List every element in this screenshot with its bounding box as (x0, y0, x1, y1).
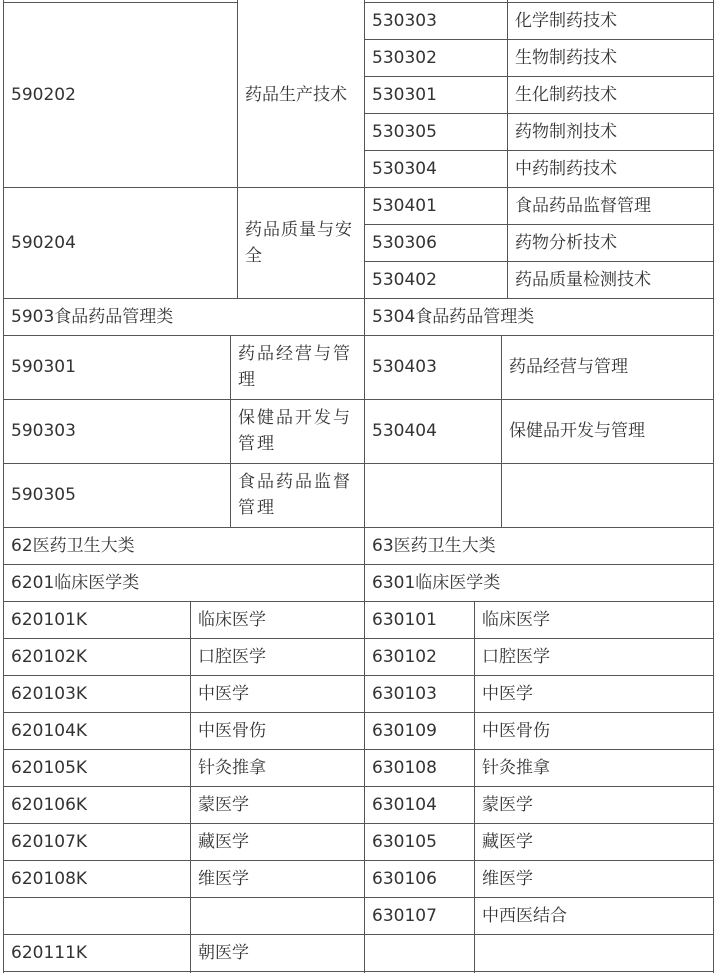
left-major-code (3, 934, 190, 971)
right-major-name (507, 76, 713, 113)
right-category-header-text: 5304食品药品管理类 (372, 306, 535, 327)
left-category-header (3, 527, 364, 564)
right-major-name-text: 藏医学 (482, 831, 533, 852)
right-major-code (364, 187, 507, 224)
right-major-code (364, 601, 474, 638)
table-rule (3, 860, 714, 861)
table-rule (3, 0, 4, 973)
table-rule (3, 527, 714, 528)
left-major-code-text: 590202 (11, 84, 76, 105)
right-major-name (474, 749, 713, 786)
left-major-code (3, 675, 190, 712)
left-category-header-text: 62医药卫生大类 (11, 535, 135, 556)
right-major-code (364, 638, 474, 675)
right-major-name-text: 口腔医学 (482, 646, 550, 667)
right-major-name-text: 化学制药技术 (515, 10, 617, 31)
right-major-code-text: 530404 (372, 421, 437, 441)
right-subcategory-header (364, 564, 713, 601)
left-major-code-text: 620101K (11, 609, 88, 630)
left-major-code (3, 399, 230, 463)
table-rule (3, 298, 714, 299)
left-major-name-text: 针灸推拿 (198, 757, 266, 778)
right-major-name-text: 针灸推拿 (482, 757, 550, 778)
table-rule (364, 261, 714, 262)
left-major-code (3, 786, 190, 823)
right-major-code-text: 630105 (372, 831, 437, 852)
left-major-code (3, 2, 237, 187)
right-major-name-text: 生化制药技术 (515, 84, 617, 105)
right-major-code (364, 860, 474, 897)
left-major-name (190, 675, 364, 712)
table-rule (364, 2, 714, 3)
left-major-name (190, 638, 364, 675)
right-major-name (474, 934, 713, 971)
left-major-code-text: 620102K (11, 646, 88, 667)
table-rule (3, 786, 714, 787)
right-major-code (364, 786, 474, 823)
right-major-name-text: 药物制剂技术 (515, 121, 617, 142)
right-major-code-text: 530304 (372, 158, 437, 179)
right-major-name (501, 335, 713, 399)
right-major-code-text: 630102 (372, 646, 437, 667)
left-major-name-text: 药品经营与管理 (238, 344, 352, 390)
table-rule (501, 335, 502, 528)
table-rule (3, 897, 714, 898)
left-major-code (3, 638, 190, 675)
table-rule (3, 971, 714, 972)
left-major-code-text: 590301 (11, 357, 76, 377)
left-major-name (190, 601, 364, 638)
right-category-header (364, 298, 713, 335)
left-major-code (3, 335, 230, 399)
right-major-code-text: 630106 (372, 868, 437, 889)
table-rule (364, 224, 714, 225)
right-major-code (364, 463, 501, 527)
left-major-name (237, 187, 364, 298)
right-major-code (364, 897, 474, 934)
right-major-name-text: 中西医结合 (482, 905, 567, 926)
left-major-name-text: 蒙医学 (198, 794, 249, 815)
left-major-name (230, 463, 364, 527)
left-major-name (230, 399, 364, 463)
table-rule (3, 934, 714, 935)
right-major-code (364, 39, 507, 76)
right-major-code (364, 823, 474, 860)
left-major-code (3, 823, 190, 860)
left-subcategory-header (3, 564, 364, 601)
left-subcategory-header-text: 6201临床医学类 (11, 572, 140, 593)
right-major-code-text: 630104 (372, 794, 437, 815)
right-major-name-text: 生物制药技术 (515, 47, 617, 68)
right-major-code-text: 530306 (372, 232, 437, 253)
table-rule (3, 187, 714, 188)
left-major-name-text: 藏医学 (198, 831, 249, 852)
left-major-code-text: 620105K (11, 757, 88, 778)
right-major-code (364, 399, 501, 463)
left-major-code (3, 712, 190, 749)
right-major-code (364, 335, 501, 399)
right-major-code-text: 530301 (372, 84, 437, 105)
left-major-name (190, 897, 364, 934)
left-major-code-text: 620106K (11, 794, 88, 815)
right-major-code (364, 675, 474, 712)
left-major-code-text: 620104K (11, 720, 88, 741)
right-major-name (507, 150, 713, 187)
right-major-code-text: 530302 (372, 47, 437, 68)
left-major-name (190, 860, 364, 897)
right-major-code (364, 712, 474, 749)
right-major-code (364, 934, 474, 971)
right-major-code-text: 530305 (372, 121, 437, 142)
right-major-name (474, 786, 713, 823)
left-major-name-text: 维医学 (198, 868, 249, 889)
right-major-name (474, 638, 713, 675)
right-major-code (364, 113, 507, 150)
left-major-name (190, 712, 364, 749)
left-major-name (190, 749, 364, 786)
table-rule (3, 564, 714, 565)
right-major-name-text: 中药制药技术 (515, 158, 617, 179)
right-major-name (501, 399, 713, 463)
right-major-code-text: 630101 (372, 609, 437, 630)
right-major-name (474, 712, 713, 749)
right-category-header-text: 63医药卫生大类 (372, 535, 496, 556)
right-major-name (474, 601, 713, 638)
table-rule (3, 823, 714, 824)
right-major-code (364, 2, 507, 39)
left-major-code (3, 601, 190, 638)
left-major-name (190, 786, 364, 823)
table-rule (364, 39, 714, 40)
left-major-code (3, 860, 190, 897)
table-rule (237, 0, 238, 299)
table-rule (3, 712, 714, 713)
right-major-name (507, 113, 713, 150)
right-major-code-text: 630103 (372, 683, 437, 704)
left-major-name-text: 药品生产技术 (245, 84, 347, 105)
left-major-name-text: 食品药品监督管理 (238, 472, 352, 518)
left-major-code-text: 590303 (11, 421, 76, 441)
right-category-header (364, 527, 713, 564)
table-rule (364, 0, 365, 973)
right-major-name (507, 261, 713, 298)
right-major-code (364, 76, 507, 113)
right-major-name (507, 2, 713, 39)
right-major-code (364, 261, 507, 298)
left-category-header (3, 298, 364, 335)
left-major-name (237, 2, 364, 187)
left-major-name-text: 中医学 (198, 683, 249, 704)
table-rule (364, 76, 714, 77)
left-major-code-text: 620108K (11, 868, 88, 889)
left-major-code-text: 620107K (11, 831, 88, 852)
left-major-code-text: 620103K (11, 683, 88, 704)
right-subcategory-header-text: 6301临床医学类 (372, 572, 501, 593)
right-major-name-text: 中医骨伤 (482, 720, 550, 741)
table-rule (3, 749, 714, 750)
right-major-name-text: 维医学 (482, 868, 533, 889)
left-major-name-text: 口腔医学 (198, 646, 266, 667)
table-rule (3, 463, 714, 464)
right-major-name-text: 保健品开发与管理 (509, 421, 645, 441)
right-major-code-text: 530401 (372, 195, 437, 216)
table-rule (474, 601, 475, 973)
right-major-code-text: 530303 (372, 10, 437, 31)
right-major-name (507, 187, 713, 224)
right-major-name (474, 823, 713, 860)
left-major-name (230, 335, 364, 399)
left-major-code (3, 187, 237, 298)
left-major-name-text: 药品质量与安全 (245, 219, 353, 266)
table-rule (3, 675, 714, 676)
left-major-code (3, 463, 230, 527)
left-major-name-text: 朝医学 (198, 942, 249, 963)
right-major-name-text: 中医学 (482, 683, 533, 704)
right-major-name (474, 860, 713, 897)
right-major-code-text: 630107 (372, 905, 437, 926)
right-major-code (364, 224, 507, 261)
right-major-name-text: 药物分析技术 (515, 232, 617, 253)
right-major-code (364, 749, 474, 786)
table-rule (230, 335, 231, 528)
left-major-name (190, 823, 364, 860)
left-category-header-text: 5903食品药品管理类 (11, 306, 174, 327)
table-rule (3, 638, 714, 639)
table-rule (3, 2, 238, 3)
table-rule (3, 335, 714, 336)
right-major-name-text: 蒙医学 (482, 794, 533, 815)
right-major-name-text: 食品药品监督管理 (515, 195, 651, 216)
left-major-code-text: 620111K (11, 942, 88, 963)
left-major-code-text: 590305 (11, 485, 76, 505)
table-rule (3, 399, 714, 400)
right-major-code-text: 530402 (372, 269, 437, 290)
right-major-name (474, 675, 713, 712)
right-major-name (507, 224, 713, 261)
table-rule (3, 601, 714, 602)
right-major-name-text: 临床医学 (482, 609, 550, 630)
right-major-name (507, 39, 713, 76)
left-major-code-text: 590204 (11, 232, 76, 253)
left-major-code (3, 749, 190, 786)
right-major-name (501, 463, 713, 527)
right-major-code-text: 630108 (372, 757, 437, 778)
right-major-code-text: 530403 (372, 357, 437, 377)
table-rule (364, 150, 714, 151)
right-major-name-text: 药品经营与管理 (509, 357, 628, 377)
left-major-name-text: 保健品开发与管理 (238, 408, 352, 454)
right-major-name (474, 897, 713, 934)
left-major-code (3, 897, 190, 934)
right-major-code (364, 150, 507, 187)
left-major-name-text: 中医骨伤 (198, 720, 266, 741)
table-rule (364, 113, 714, 114)
table-rule (190, 601, 191, 973)
left-major-name (190, 934, 364, 971)
left-major-name-text: 临床医学 (198, 609, 266, 630)
right-major-code-text: 630109 (372, 720, 437, 741)
right-major-name-text: 药品质量检测技术 (515, 269, 651, 290)
